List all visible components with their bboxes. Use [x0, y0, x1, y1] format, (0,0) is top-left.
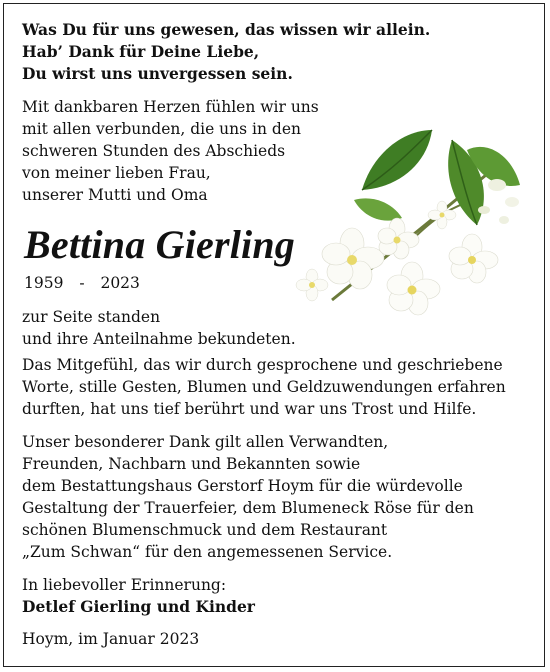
thanks-line-6: „Zum Schwan“ für den angemessenen Service. [22, 543, 393, 561]
thanks-line-1: Unser besonderer Dank gilt allen Verwandten, [22, 433, 389, 451]
place-date: Hoym, im Januar 2023 [22, 630, 200, 648]
birth-year: 1959 [24, 274, 64, 292]
flower-decoration-image [292, 110, 532, 330]
intro-line-3: schweren Stunden des Abschieds [22, 142, 286, 160]
intro-line-2: mit allen verbunden, die uns in den [22, 120, 301, 138]
sympathy-line-1: Das Mitgefühl, das wir durch gesprochene und geschriebene [22, 356, 503, 374]
death-year: 2023 [100, 274, 140, 292]
closing-text: In liebevoller Erinnerung: [22, 576, 227, 594]
poem-line-3: Du wirst uns unvergessen sein. [22, 64, 293, 83]
support-line-1: zur Seite standen [22, 308, 161, 326]
thanks-line-3: dem Bestattungshaus Gerstorf Hoym für die würdevolle [22, 477, 463, 495]
life-years [24, 272, 140, 294]
years-separator: - [79, 274, 85, 292]
intro-line-1: Mit dankbaren Herzen fühlen wir uns [22, 98, 319, 116]
poem-line-2: Hab’ Dank für Deine Liebe, [22, 42, 260, 61]
thanks-line-4: Gestaltung der Trauerfeier, dem Blumeneck Röse für den [22, 499, 474, 517]
support-line-2: und ihre Anteilnahme bekundeten. [22, 330, 296, 348]
sympathy-line-3: durften, hat uns tief berührt und war uns Trost und Hilfe. [22, 400, 477, 418]
thanks-line-5: schönen Blumenschmuck und dem Restaurant [22, 521, 388, 539]
sympathy-line-2: Worte, stille Gesten, Blumen und Geldzuwendungen erfahren [22, 378, 506, 396]
thanks-line-2: Freunden, Nachbarn und Bekannten sowie [22, 455, 361, 473]
intro-line-4: von meiner lieben Frau, [22, 164, 211, 182]
intro-line-5: unserer Mutti und Oma [22, 186, 208, 204]
signature: Detlef Gierling und Kinder [22, 597, 255, 616]
poem-line-1: Was Du für uns gewesen, das wissen wir allein. [22, 20, 431, 39]
deceased-name: Bettina Gierling [24, 222, 296, 267]
